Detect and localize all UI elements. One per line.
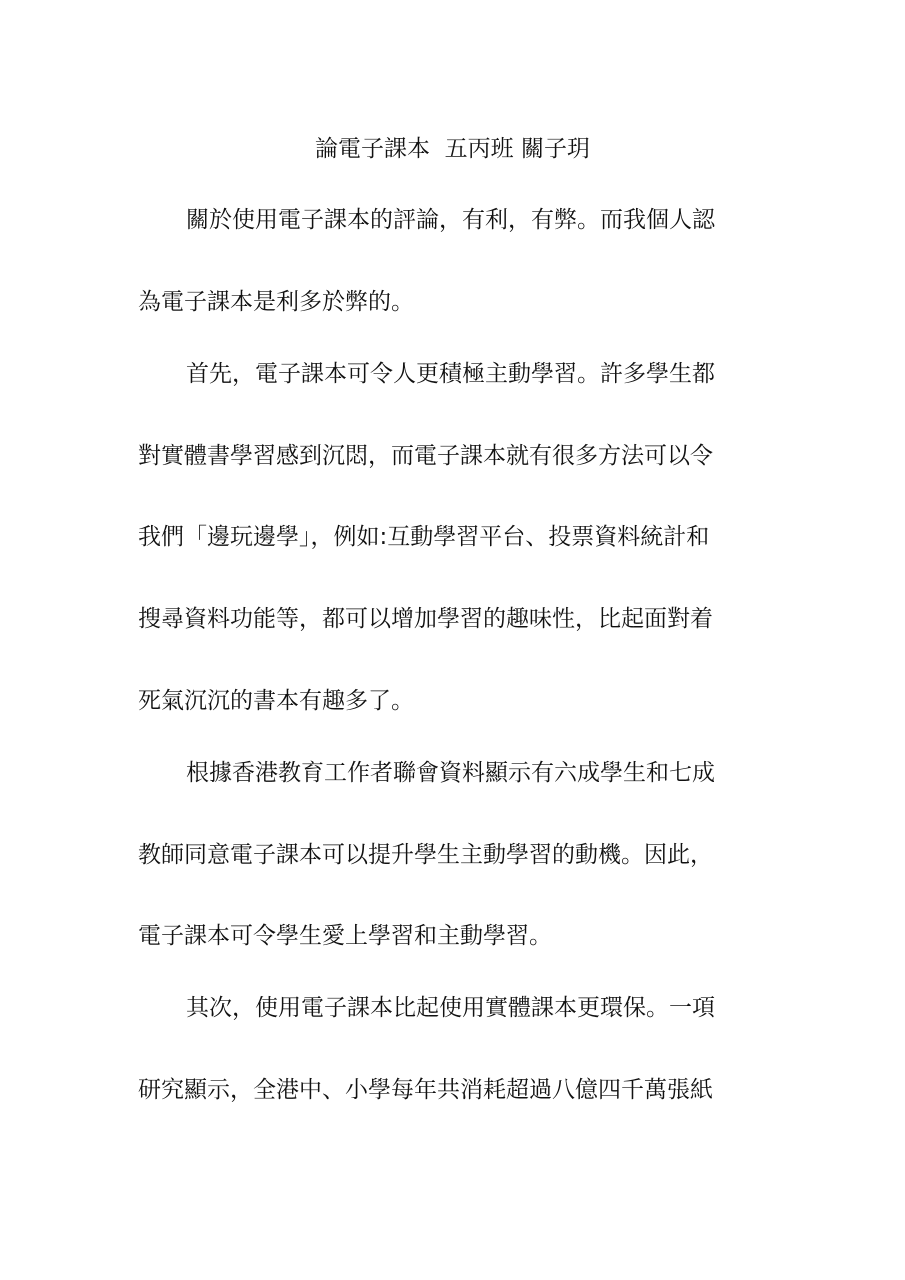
text-line: 根據香港教育工作者聯會資料顯示有六成學生和七成 bbox=[186, 760, 715, 786]
text-line: 研究顯示，全港中、小學每年共消耗超過八億四千萬張紙 bbox=[138, 1077, 713, 1103]
text-line: 對實體書學習感到沉悶，而電子課本就有很多方法可以令 bbox=[138, 443, 713, 469]
text-line: 為電子課本是利多於弊的。 bbox=[138, 289, 414, 315]
text-line: 關於使用電子課本的評論，有利，有弊。而我個人認 bbox=[186, 207, 715, 233]
text-line: 死氣沉沉的書本有趣多了。 bbox=[138, 688, 414, 714]
text-line: 教師同意電子課本可以提升學生主動學習的動機。因此， bbox=[138, 842, 713, 868]
document-title: 論電子課本 五丙班 關子玥 bbox=[315, 136, 590, 162]
text-line: 其次，使用電子課本比起使用實體課本更環保。一項 bbox=[186, 995, 715, 1021]
text-line: 我們「邊玩邊學」，例如:互動學習平台、投票資料統計和 bbox=[138, 524, 710, 550]
text-line: 電子課本可令學生愛上學習和主動學習。 bbox=[138, 923, 552, 949]
text-line: 首先，電子課本可令人更積極主動學習。許多學生都 bbox=[186, 361, 715, 387]
text-line: 搜尋資料功能等，都可以增加學習的趣味性，比起面對着 bbox=[138, 606, 713, 632]
